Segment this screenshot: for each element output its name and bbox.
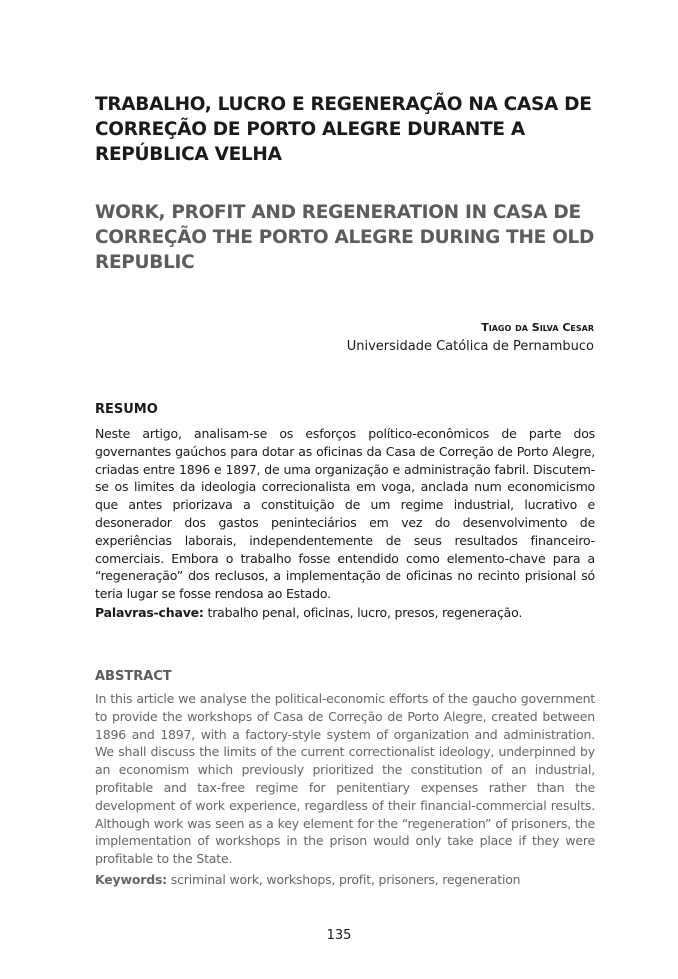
title-english: WORK, PROFIT AND REGENERATION IN CASA DE CORREÇÃO THE PORTO ALEGRE DURING THE OLD REPUBLIC (95, 202, 595, 273)
resumo-keywords-label: Palavras-chave: (95, 605, 204, 620)
author-name: Tiago da Silva Cesar (481, 321, 594, 334)
resumo-keywords-list: trabalho penal, oficinas, lucro, presos, regeneração. (207, 605, 523, 620)
abstract-heading: ABSTRACT (95, 669, 172, 684)
abstract-text: In this article we analyse the political-economic efforts of the gaucho government to provide the workshops of Casa de Correção de Porto Alegre, created between 1896 and 1897, with a factory-style system of organization and administration. We shall discuss the limits of the current correctionalist ideology, underpinned by an economism which previously prioritized the constitution of an industrial, profitable and tax-free regime for penitentiary expenses rather than the development of work experience, regardless of their financial-commercial results. Although work was seen as a key element for the “regeneration” of prisoners, the implementation of workshops in the prison would only take place if they were profitable to the State. (95, 691, 595, 867)
abstract-keywords-list: scriminal work, workshops, profit, prisoners, regeneration (170, 872, 521, 887)
abstract-keywords-label: Keywords: (95, 872, 167, 887)
title-portuguese: TRABALHO, LUCRO E REGENERAÇÃO NA CASA DE CORREÇÃO DE PORTO ALEGRE DURANTE A REPÚBLICA VELHA (95, 94, 592, 165)
author-affiliation: Universidade Católica de Pernambuco (346, 339, 594, 354)
resumo-keywords (95, 604, 595, 622)
resumo-heading: RESUMO (95, 402, 158, 417)
page-number: 135 (326, 928, 352, 943)
resumo-text: Neste artigo, analisam-se os esforços político-econômicos de parte dos governantes gaúchos para dotar as oficinas da Casa de Correção de Porto Alegre, criadas entre 1896 e 1897, de uma organização e administração fabril. Discutem-se os limites da ideologia correcionalista em voga, anclada num economicismo que antes priorizava a constituição de um regime industrial, lucrativo e desonerador dos gastos peninteciários em vez do desenvolvimento de experiências laborais, independentemente de seus resultados financeiro-comerciais. Embora o trabalho fosse entendido como elemento-chave para a “regeneração” dos reclusos, a implementação de oficinas no recinto prisional só teria lugar se fosse rendosa ao Estado. (95, 426, 595, 602)
abstract-keywords (95, 871, 595, 889)
